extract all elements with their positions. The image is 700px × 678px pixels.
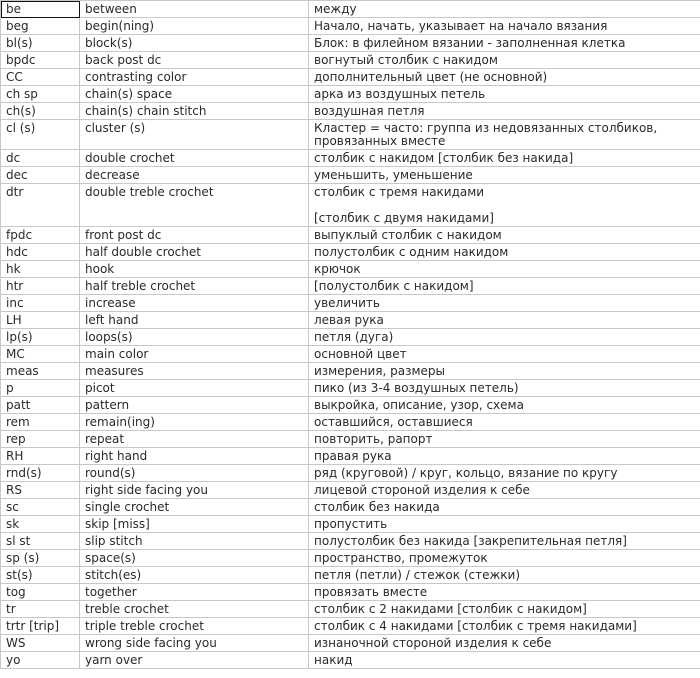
abbreviation-cell[interactable]: sc (1, 499, 80, 516)
russian-translation-cell[interactable]: между (309, 1, 700, 18)
russian-translation-cell[interactable]: пространство, промежуток (309, 550, 700, 567)
abbreviation-cell[interactable]: trtr [trip] (1, 618, 80, 635)
table-row (1, 244, 700, 261)
russian-translation-cell[interactable]: лицевой стороной изделия к себе (309, 482, 700, 499)
russian-translation-cell[interactable]: полустолбик без накида [закрепительная петля] (309, 533, 700, 550)
table-row (1, 69, 700, 86)
english-term-cell[interactable]: half treble crochet (80, 278, 309, 295)
russian-translation-cell[interactable]: Блок: в филейном вязании - заполненная клетка (309, 35, 700, 52)
russian-translation-cell[interactable]: [полустолбик с накидом] (309, 278, 700, 295)
english-term-cell[interactable]: left hand (80, 312, 309, 329)
russian-translation-cell[interactable]: воздушная петля (309, 103, 700, 120)
russian-translation-cell[interactable]: крючок (309, 261, 700, 278)
russian-translation-cell[interactable]: столбик с 4 накидами [столбик с тремя накидами] (309, 618, 700, 635)
russian-translation-cell[interactable]: повторить, рапорт (309, 431, 700, 448)
english-term-cell[interactable]: round(s) (80, 465, 309, 482)
table-row (1, 380, 700, 397)
english-term-cell[interactable]: double treble crochet (80, 184, 309, 227)
table-row (1, 150, 700, 167)
russian-translation-cell[interactable]: выкройка, описание, узор, схема (309, 397, 700, 414)
english-term-cell[interactable]: double crochet (80, 150, 309, 167)
table-row (1, 120, 700, 150)
abbreviation-cell[interactable]: patt (1, 397, 80, 414)
russian-translation-cell[interactable]: изнаночной стороной изделия к себе (309, 635, 700, 652)
russian-translation-cell[interactable]: Начало, начать, указывает на начало вязания (309, 18, 700, 35)
abbreviation-cell[interactable]: cl (s) (1, 120, 80, 150)
english-term-cell[interactable]: right hand (80, 448, 309, 465)
abbreviation-cell[interactable]: hdc (1, 244, 80, 261)
russian-translation-cell[interactable]: левая рука (309, 312, 700, 329)
abbreviation-cell[interactable]: sl st (1, 533, 80, 550)
english-term-cell[interactable]: between (80, 1, 309, 18)
abbreviation-cell[interactable]: tr (1, 601, 80, 618)
abbreviation-cell[interactable]: meas (1, 363, 80, 380)
russian-translation-cell[interactable]: столбик с накидом [столбик без накида] (309, 150, 700, 167)
table-row (1, 278, 700, 295)
english-term-cell[interactable]: front post dc (80, 227, 309, 244)
russian-translation-cell[interactable]: правая рука (309, 448, 700, 465)
abbreviation-cell[interactable]: rnd(s) (1, 465, 80, 482)
table-row (1, 35, 700, 52)
abbreviation-cell[interactable]: beg (1, 18, 80, 35)
abbreviation-cell[interactable]: dtr (1, 184, 80, 227)
english-term-cell[interactable]: slip stitch (80, 533, 309, 550)
abbreviation-cell[interactable]: sk (1, 516, 80, 533)
english-term-cell[interactable]: skip [miss] (80, 516, 309, 533)
russian-translation-cell[interactable]: столбик с 2 накидами [столбик с накидом] (309, 601, 700, 618)
russian-translation-cell[interactable]: выпуклый столбик с накидом (309, 227, 700, 244)
english-term-cell[interactable]: chain(s) space (80, 86, 309, 103)
english-term-cell[interactable]: back post dc (80, 52, 309, 69)
abbreviation-cell[interactable]: yo (1, 652, 80, 669)
russian-translation-cell[interactable]: оставшийся, оставшиеся (309, 414, 700, 431)
table-row (1, 52, 700, 69)
abbreviation-cell[interactable]: bl(s) (1, 35, 80, 52)
table-row (1, 448, 700, 465)
english-term-cell[interactable]: space(s) (80, 550, 309, 567)
table-row (1, 295, 700, 312)
english-term-cell[interactable]: wrong side facing you (80, 635, 309, 652)
abbreviation-cell[interactable]: CC (1, 69, 80, 86)
table-row (1, 184, 700, 227)
english-term-cell[interactable]: chain(s) chain stitch (80, 103, 309, 120)
abbreviation-cell[interactable]: RS (1, 482, 80, 499)
table-row (1, 86, 700, 103)
english-term-cell[interactable]: contrasting color (80, 69, 309, 86)
russian-translation-cell[interactable]: основной цвет (309, 346, 700, 363)
russian-translation-cell[interactable]: пико (из 3-4 воздушных петель) (309, 380, 700, 397)
abbreviation-cell[interactable]: p (1, 380, 80, 397)
russian-translation-cell[interactable]: ряд (круговой) / круг, кольцо, вязание по кругу (309, 465, 700, 482)
table-row (1, 601, 700, 618)
english-term-cell[interactable]: picot (80, 380, 309, 397)
abbreviation-cell[interactable]: dec (1, 167, 80, 184)
table-row (1, 397, 700, 414)
table-row (1, 414, 700, 431)
table-row (1, 1, 700, 18)
english-term-cell[interactable]: treble crochet (80, 601, 309, 618)
english-term-cell[interactable]: right side facing you (80, 482, 309, 499)
english-term-cell[interactable]: repeat (80, 431, 309, 448)
abbreviation-cell[interactable]: WS (1, 635, 80, 652)
english-term-cell[interactable]: increase (80, 295, 309, 312)
table-row (1, 516, 700, 533)
table-row (1, 227, 700, 244)
russian-translation-cell[interactable]: пропустить (309, 516, 700, 533)
russian-translation-cell[interactable]: провязать вместе (309, 584, 700, 601)
abbreviation-cell[interactable]: dc (1, 150, 80, 167)
russian-translation-cell[interactable]: столбик без накида (309, 499, 700, 516)
abbreviation-cell[interactable]: lp(s) (1, 329, 80, 346)
abbreviation-cell[interactable]: rep (1, 431, 80, 448)
english-term-cell[interactable]: together (80, 584, 309, 601)
english-term-cell[interactable]: block(s) (80, 35, 309, 52)
russian-translation-cell[interactable]: столбик с тремя накидами [столбик с двумя накидами] (309, 184, 700, 227)
table-row (1, 533, 700, 550)
abbreviation-cell[interactable]: ch(s) (1, 103, 80, 120)
english-term-cell[interactable]: measures (80, 363, 309, 380)
abbreviation-cell[interactable]: be (1, 1, 80, 18)
abbreviation-cell[interactable]: fpdc (1, 227, 80, 244)
english-term-cell[interactable]: main color (80, 346, 309, 363)
russian-translation-cell[interactable]: петля (дуга) (309, 329, 700, 346)
abbreviation-cell[interactable]: inc (1, 295, 80, 312)
english-term-cell[interactable]: yarn over (80, 652, 309, 669)
english-term-cell[interactable]: decrease (80, 167, 309, 184)
table-row (1, 167, 700, 184)
abbreviation-cell[interactable]: MC (1, 346, 80, 363)
abbreviation-cell[interactable]: htr (1, 278, 80, 295)
russian-translation-cell[interactable]: уменьшить, уменьшение (309, 167, 700, 184)
table-row (1, 261, 700, 278)
russian-translation-cell[interactable]: накид (309, 652, 700, 669)
table-row (1, 18, 700, 35)
abbreviation-cell[interactable]: sp (s) (1, 550, 80, 567)
russian-translation-cell[interactable]: Кластер = часто: группа из недовязанных столбиков, провязанных вместе (309, 120, 700, 150)
table-row (1, 584, 700, 601)
table-row (1, 465, 700, 482)
english-term-cell[interactable]: single crochet (80, 499, 309, 516)
english-term-cell[interactable]: triple treble crochet (80, 618, 309, 635)
abbreviation-cell[interactable]: ch sp (1, 86, 80, 103)
table-row (1, 567, 700, 584)
russian-translation-cell[interactable]: полустолбик с одним накидом (309, 244, 700, 261)
abbreviation-cell[interactable]: LH (1, 312, 80, 329)
table-row (1, 652, 700, 669)
english-term-cell[interactable]: begin(ning) (80, 18, 309, 35)
table-row (1, 329, 700, 346)
russian-translation-cell[interactable]: арка из воздушных петель (309, 86, 700, 103)
abbreviation-cell[interactable]: rem (1, 414, 80, 431)
table-body (1, 1, 700, 669)
table-row (1, 635, 700, 652)
table-row (1, 499, 700, 516)
russian-translation-cell[interactable]: вогнутый столбик с накидом (309, 52, 700, 69)
table-row (1, 312, 700, 329)
table-row (1, 618, 700, 635)
abbreviation-cell[interactable]: RH (1, 448, 80, 465)
english-term-cell[interactable]: cluster (s) (80, 120, 309, 150)
russian-translation-cell[interactable]: дополнительный цвет (не основной) (309, 69, 700, 86)
abbreviation-cell[interactable]: hk (1, 261, 80, 278)
table-row (1, 550, 700, 567)
abbreviation-cell[interactable]: bpdc (1, 52, 80, 69)
russian-translation-cell[interactable]: измерения, размеры (309, 363, 700, 380)
english-term-cell[interactable]: pattern (80, 397, 309, 414)
table-row (1, 431, 700, 448)
abbreviation-cell[interactable]: st(s) (1, 567, 80, 584)
english-term-cell[interactable]: hook (80, 261, 309, 278)
english-term-cell[interactable]: remain(ing) (80, 414, 309, 431)
english-term-cell[interactable]: half double crochet (80, 244, 309, 261)
russian-translation-cell[interactable]: увеличить (309, 295, 700, 312)
russian-translation-cell[interactable]: петля (петли) / стежок (стежки) (309, 567, 700, 584)
english-term-cell[interactable]: loops(s) (80, 329, 309, 346)
english-term-cell[interactable]: stitch(es) (80, 567, 309, 584)
table-row (1, 346, 700, 363)
table-row (1, 363, 700, 380)
abbreviation-cell[interactable]: tog (1, 584, 80, 601)
table-row (1, 103, 700, 120)
table-row (1, 482, 700, 499)
